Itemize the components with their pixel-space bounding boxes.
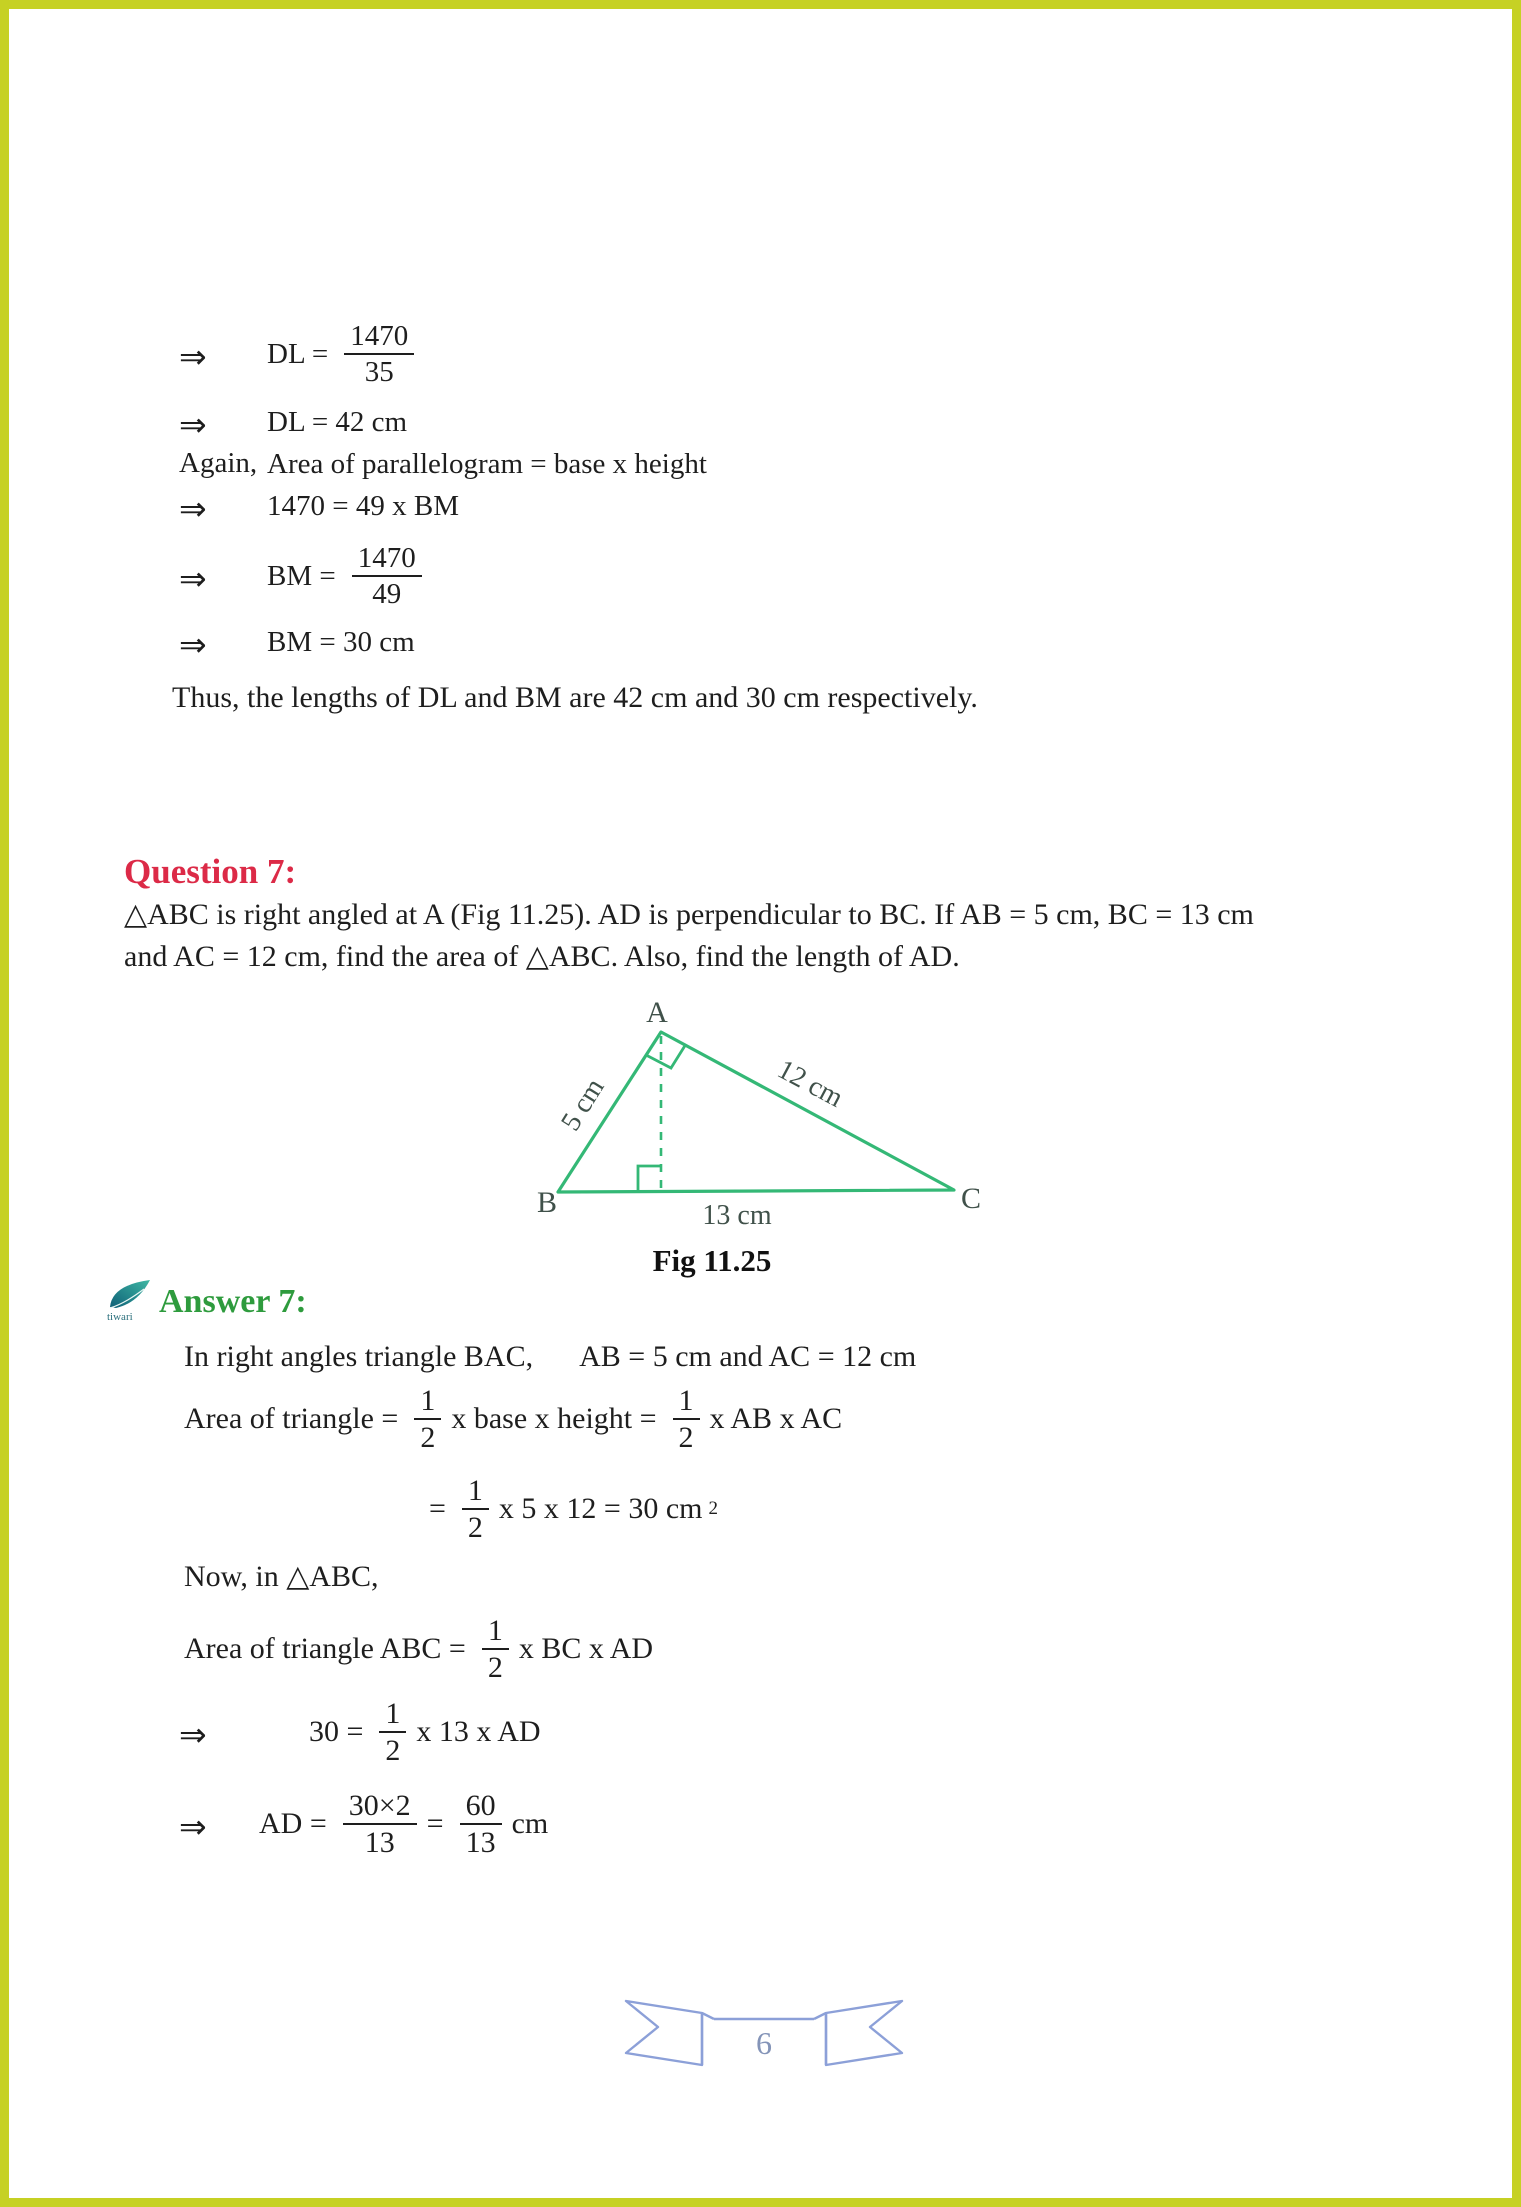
equation-dl-fraction: [267, 304, 424, 404]
equation-text: 1470 = 49 x BM: [267, 489, 459, 522]
equation-text: cm: [511, 1807, 549, 1840]
page-ribbon: [614, 1997, 914, 2077]
fraction-numerator: 30×2: [348, 1788, 411, 1822]
implies-arrow: ⇒: [179, 408, 205, 444]
fraction-denominator: 35: [344, 353, 414, 389]
figure-caption: Fig 11.25: [652, 1243, 772, 1278]
fraction-denominator: 2: [673, 1418, 700, 1455]
ribbon-right-tail: [826, 2001, 902, 2065]
fraction-numerator: 1: [467, 1473, 483, 1507]
equation-text: x AB x AC: [709, 1402, 843, 1435]
side-label-ab: 5 cm: [555, 1073, 611, 1137]
fraction-denominator: 2: [482, 1648, 509, 1685]
equation-1470: [267, 486, 465, 526]
question-line-2: and AC = 12 cm, find the area of △ABC. Also, find the length of AD.: [124, 940, 960, 973]
area-formula-line: [184, 1367, 848, 1471]
equation-text: Area of parallelogram = base x height: [267, 447, 707, 480]
equation-text: BM =: [267, 559, 336, 592]
implies-arrow: ⇒: [179, 492, 205, 528]
fraction: [462, 1473, 489, 1546]
fraction-denominator: 2: [379, 1731, 406, 1768]
vertex-label-c: C: [960, 1182, 982, 1215]
fraction-numerator: 1: [678, 1383, 694, 1417]
triangle-abc: [558, 1032, 954, 1192]
fraction-denominator: 49: [352, 575, 422, 611]
equation-text: AD =: [259, 1807, 327, 1840]
answer-text: Now, in △ABC,: [184, 1559, 379, 1593]
page-number: 6: [756, 2025, 772, 2061]
tiwari-logo-icon: [104, 1277, 156, 1325]
equation-text: x 13 x AD: [416, 1715, 541, 1748]
equation-dl-result: [267, 402, 413, 442]
question-heading: Question 7:: [124, 852, 297, 891]
equation-text: Area of triangle ABC =: [184, 1632, 466, 1665]
equation-text: DL = 42 cm: [267, 405, 408, 438]
implies-arrow: ⇒: [179, 340, 205, 376]
fraction-denominator: 2: [414, 1418, 441, 1455]
equation-text: x 5 x 12 = 30 cm: [498, 1492, 703, 1525]
fraction: [460, 1788, 502, 1861]
equation-text: DL =: [267, 337, 329, 370]
fraction-numerator: 1: [420, 1383, 436, 1417]
area-value-line: = $\frac{1}{2}$ x 5 x 12 = 30 cm 2: [429, 1473, 718, 1544]
equation-30-line: [309, 1680, 547, 1784]
fraction-denominator: 13: [460, 1823, 502, 1860]
fraction-denominator: 2: [462, 1508, 489, 1545]
fraction: [352, 541, 422, 611]
equation-bm-result: [267, 622, 421, 662]
fraction-numerator: 60: [465, 1788, 496, 1822]
implies-arrow: ⇒: [179, 1718, 205, 1754]
equation-bm-fraction: [267, 526, 432, 626]
implies-arrow: ⇒: [179, 1810, 205, 1846]
now-in-abc-line: [184, 1556, 384, 1596]
equation-text: 30 =: [309, 1715, 364, 1748]
parallelogram-formula: [267, 444, 713, 484]
answer-text: AB = 5 cm and AC = 12 cm: [579, 1340, 917, 1373]
equation-text: x base x height =: [451, 1402, 657, 1435]
fraction-numerator: 1: [385, 1696, 401, 1730]
answer-heading: Answer 7:: [159, 1283, 307, 1320]
equation-text: x BC x AD: [518, 1632, 654, 1665]
implies-arrow: ⇒: [179, 628, 205, 664]
right-angle-mark-d: [638, 1166, 661, 1191]
fraction-numerator: 1470: [350, 319, 409, 352]
side-label-bc: 13 cm: [702, 1200, 772, 1231]
fraction-numerator: 1470: [357, 541, 416, 574]
fraction-numerator: 1: [487, 1613, 503, 1647]
again-label: Again,: [179, 447, 258, 479]
svg-text:tiwari: tiwari: [107, 1311, 133, 1323]
solution-conclusion: Thus, the lengths of DL and BM are 42 cm and 30 cm respectively.: [172, 681, 978, 714]
equation-text: =: [426, 1807, 444, 1840]
vertex-label-a: A: [646, 996, 668, 1029]
equation-ad-line: [259, 1772, 554, 1876]
triangle-figure: [509, 994, 1009, 1239]
implies-arrow: ⇒: [179, 562, 205, 598]
fraction: [414, 1383, 441, 1456]
answer-text: In right angles triangle BAC,: [184, 1340, 534, 1373]
fraction-denominator: 13: [343, 1823, 417, 1860]
fraction: [343, 1788, 417, 1861]
question-line-1: △ABC is right angled at A (Fig 11.25). AD is perpendicular to BC. If AB = 5 cm, BC = 13 cm: [124, 898, 1254, 931]
side-label-ac: 12 cm: [772, 1053, 849, 1114]
fraction: [379, 1696, 406, 1769]
ribbon-left-tail: [626, 2001, 702, 2065]
equation-text: Area of triangle =: [184, 1402, 399, 1435]
equation-text: =: [429, 1492, 446, 1525]
fraction: [673, 1383, 700, 1456]
vertex-label-b: B: [536, 1186, 558, 1219]
fraction: [482, 1613, 509, 1686]
fraction: [344, 319, 414, 389]
equation-text: BM = 30 cm: [267, 625, 415, 658]
